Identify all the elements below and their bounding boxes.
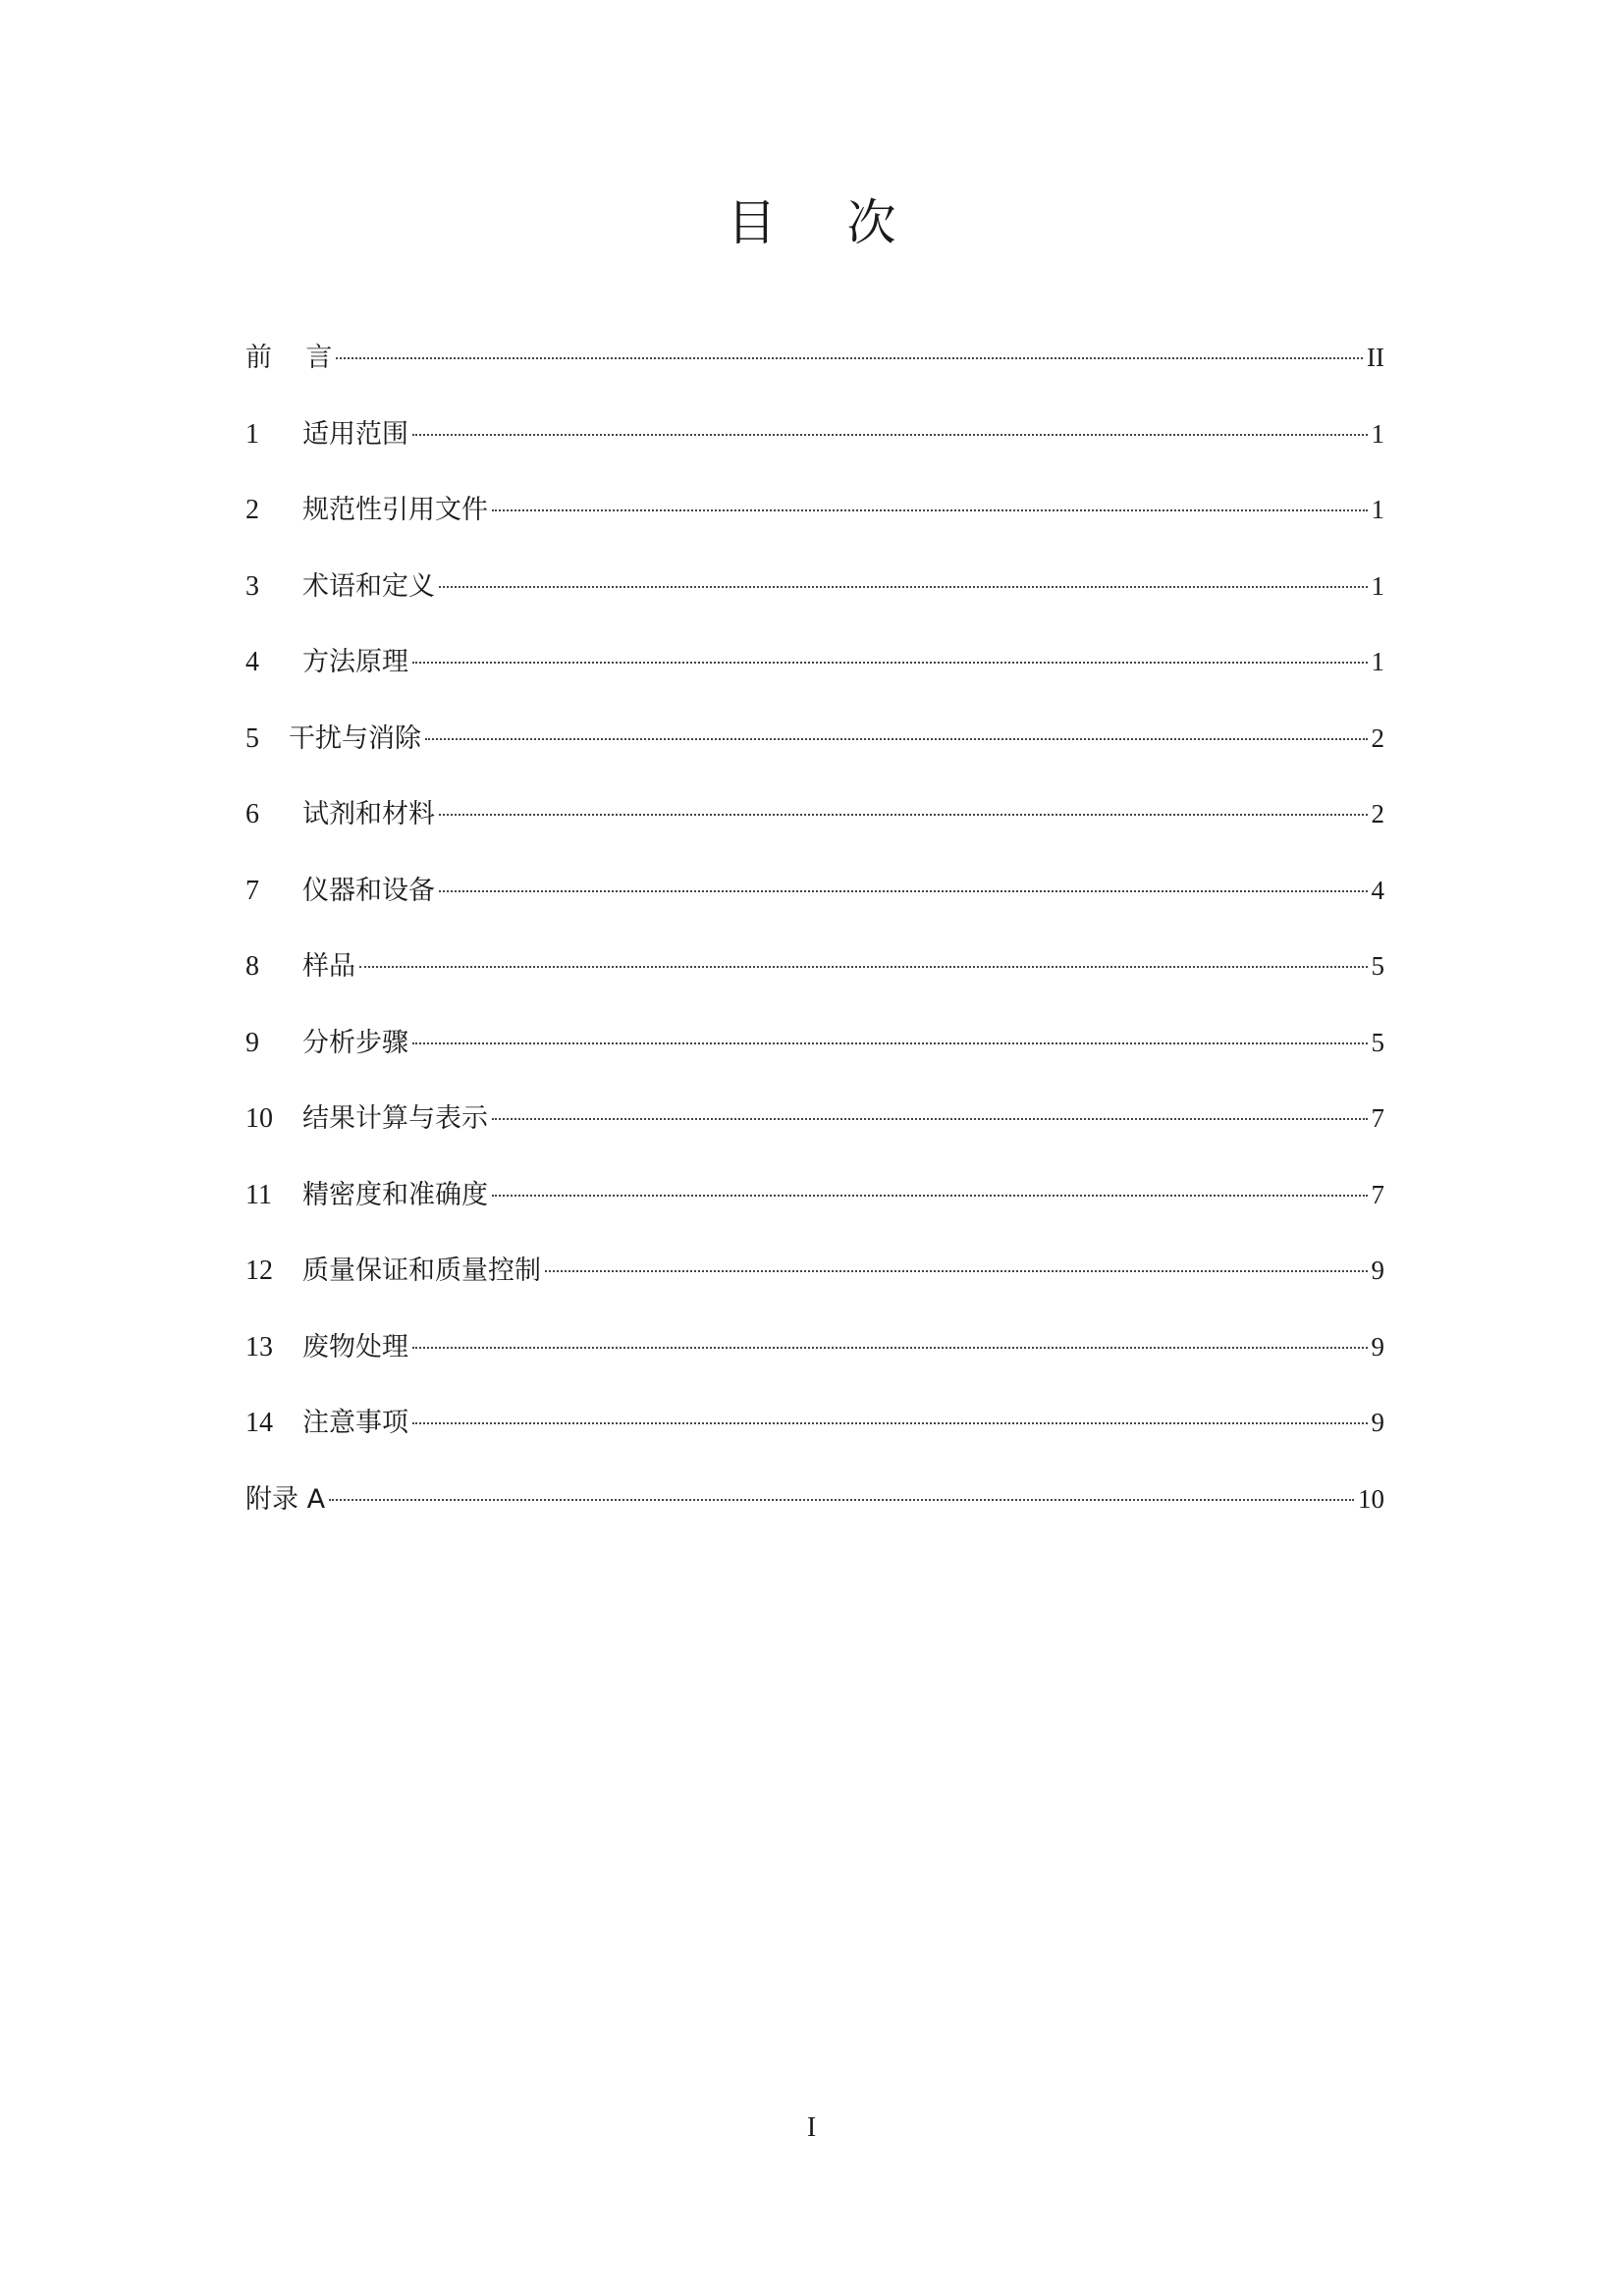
toc-entry-title: 适用范围: [302, 418, 408, 450]
toc-dot-leader: [336, 357, 1363, 359]
toc-dot-leader: [412, 1422, 1368, 1424]
toc-entry-number: 3: [245, 570, 259, 602]
toc-entry-number: 6: [245, 799, 259, 829]
toc-dot-leader: [412, 1347, 1368, 1349]
toc-dot-leader: [412, 434, 1368, 436]
toc-entry-page: 4: [1371, 875, 1384, 905]
table-of-contents: [245, 330, 1384, 1547]
toc-entry-3[interactable]: [245, 559, 1384, 635]
toc-dot-leader: [439, 586, 1368, 588]
toc-entry-page: 7: [1371, 1179, 1384, 1209]
toc-dot-leader: [439, 814, 1368, 816]
toc-dot-leader: [359, 966, 1368, 968]
toc-entry-number: 5: [245, 722, 259, 754]
toc-entry-title: 方法原理: [302, 647, 408, 677]
toc-entry-number: 8: [245, 951, 259, 982]
toc-entry-number: 4: [245, 647, 259, 677]
toc-entry-title: 规范性引用文件: [302, 495, 488, 525]
toc-entry-number: 9: [245, 1027, 259, 1058]
toc-entry-title: 分析步骤: [302, 1027, 408, 1058]
toc-entry-title: 术语和定义: [302, 570, 435, 602]
toc-entry-number: 13: [245, 1331, 273, 1362]
toc-dot-leader: [425, 738, 1368, 740]
toc-entry-page: 9: [1371, 1408, 1384, 1437]
toc-entry-page: 10: [1358, 1483, 1384, 1514]
toc-entry-page: 2: [1371, 722, 1384, 753]
toc-entry-6[interactable]: [245, 786, 1384, 863]
toc-entry-10[interactable]: [245, 1091, 1384, 1167]
toc-entry-title: 注意事项: [302, 1408, 408, 1438]
toc-entry-preface[interactable]: [245, 330, 1384, 406]
toc-entry-page: 5: [1371, 951, 1384, 981]
toc-entry-title: 废物处理: [302, 1331, 408, 1362]
toc-entry-page: 5: [1371, 1027, 1384, 1057]
toc-entry-5[interactable]: [245, 711, 1384, 787]
toc-entry-2[interactable]: [245, 482, 1384, 559]
toc-entry-title: 干扰与消除: [289, 722, 421, 754]
page-title: 目 次: [727, 194, 924, 251]
toc-entry-page: 1: [1371, 647, 1384, 676]
toc-entry-page: 1: [1371, 418, 1384, 449]
toc-entry-page: 9: [1371, 1255, 1384, 1285]
toc-entry-title: 质量保证和质量控制: [302, 1255, 541, 1286]
toc-entry-7[interactable]: [245, 863, 1384, 939]
toc-entry-page: II: [1367, 343, 1384, 372]
toc-entry-title: 结果计算与表示: [302, 1103, 488, 1134]
toc-entry-page: 9: [1371, 1331, 1384, 1362]
toc-entry-number: 11: [245, 1179, 272, 1210]
toc-entry-1[interactable]: [245, 406, 1384, 483]
toc-entry-11[interactable]: [245, 1167, 1384, 1244]
toc-dot-leader: [492, 1195, 1368, 1197]
toc-entry-13[interactable]: [245, 1319, 1384, 1396]
toc-entry-12[interactable]: [245, 1243, 1384, 1319]
toc-entry-title: 样品: [302, 951, 355, 982]
toc-entry-page: 7: [1371, 1103, 1384, 1133]
toc-entry-9[interactable]: [245, 1015, 1384, 1092]
toc-entry-title: 附录 A: [245, 1483, 326, 1515]
toc-dot-leader: [545, 1270, 1368, 1272]
toc-entry-appendix-a[interactable]: [245, 1471, 1384, 1548]
toc-entry-number: 2: [245, 495, 259, 525]
toc-entry-title: 精密度和准确度: [302, 1179, 488, 1210]
toc-dot-leader: [492, 1118, 1368, 1120]
toc-dot-leader: [412, 1042, 1368, 1044]
page-number: I: [806, 2112, 817, 2143]
toc-entry-number: 7: [245, 875, 259, 906]
toc-entry-title: 前 言: [245, 343, 333, 373]
toc-dot-leader: [329, 1499, 1354, 1501]
toc-entry-title: 试剂和材料: [302, 799, 435, 829]
toc-entry-page: 1: [1371, 495, 1384, 524]
toc-entry-number: 10: [245, 1103, 273, 1134]
toc-dot-leader: [439, 890, 1368, 892]
toc-dot-leader: [492, 509, 1368, 511]
toc-entry-page: 1: [1371, 570, 1384, 601]
toc-dot-leader: [412, 662, 1368, 664]
toc-entry-4[interactable]: [245, 634, 1384, 711]
toc-entry-number: 12: [245, 1255, 273, 1286]
toc-entry-14[interactable]: [245, 1395, 1384, 1471]
toc-entry-8[interactable]: [245, 938, 1384, 1015]
toc-entry-number: 1: [245, 418, 259, 450]
toc-entry-number: 14: [245, 1408, 273, 1438]
toc-entry-title: 仪器和设备: [302, 875, 435, 906]
toc-entry-page: 2: [1371, 799, 1384, 828]
